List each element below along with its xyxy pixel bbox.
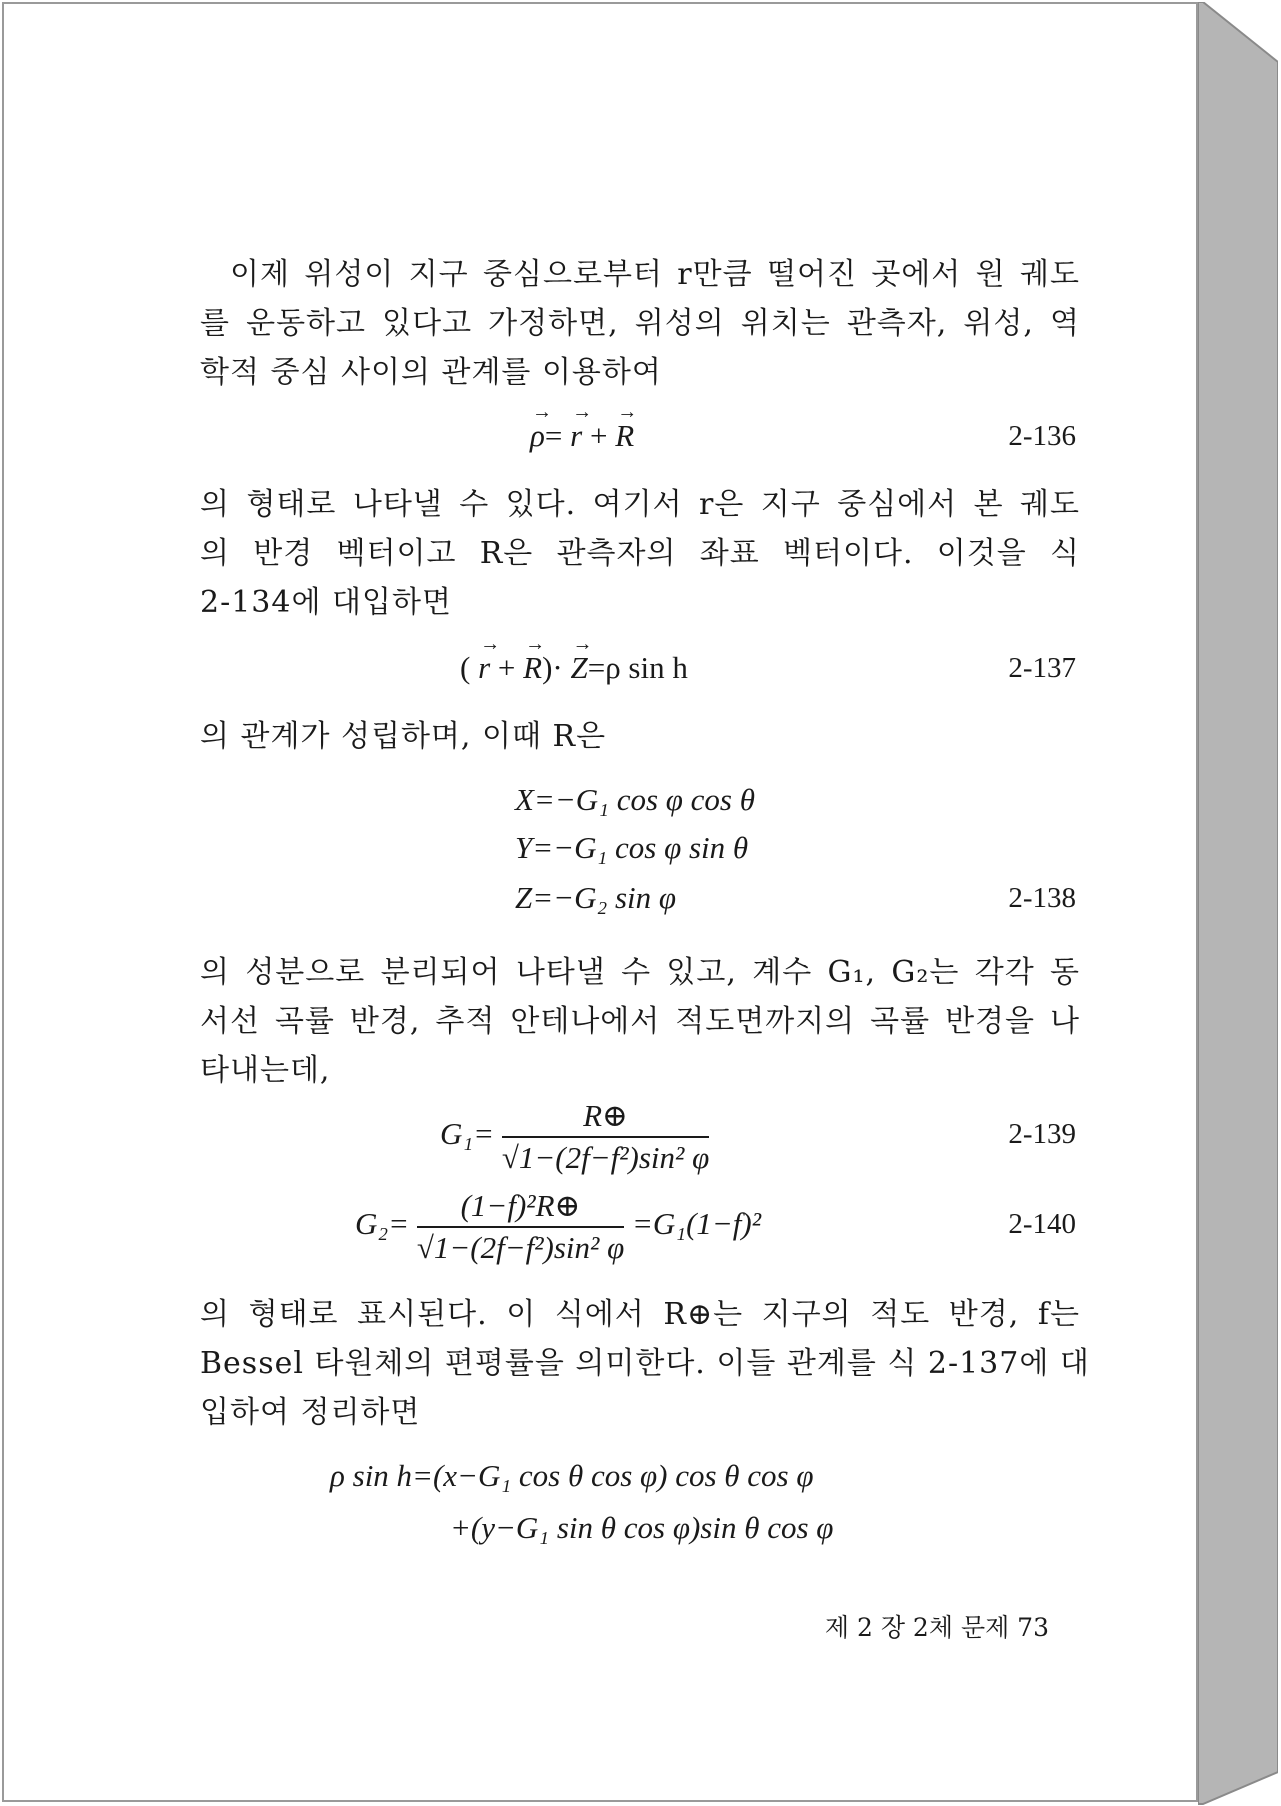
Z-vector: → Z	[570, 650, 587, 686]
open-paren: (	[460, 650, 471, 685]
lhs: G₁=	[440, 1116, 495, 1152]
rhs: =G₁(1−f)²	[631, 1206, 762, 1242]
equation-2-140	[355, 1188, 761, 1266]
numerator: (1−f)²R⊕	[417, 1188, 624, 1228]
paragraph-line: 의 형태로 나타낼 수 있다. 여기서 r은 지구 중심에서 본 궤도	[200, 487, 1080, 522]
equation-2-137	[460, 650, 688, 686]
rhs: =ρ sin h	[587, 650, 688, 685]
paragraph-line: 의 반경 벡터이고 R은 관측자의 좌표 벡터이다. 이것을 식	[200, 536, 1080, 571]
paragraph-line: 의 형태로 표시된다. 이 식에서 R⊕는 지구의 적도 반경, f는	[200, 1297, 1080, 1332]
equation-rho-sin-h-line2: +(y−G₁ sin θ cos φ)sin θ cos φ	[450, 1510, 834, 1545]
paragraph-line: 의 성분으로 분리되어 나타낼 수 있고, 계수 G₁, G₂는 각각 동	[200, 955, 1080, 990]
paragraph-2	[200, 480, 1080, 627]
page-footer: 제 2 장 2체 문제 73	[824, 1613, 1049, 1642]
equation-Z: Z=−G₂ sin φ	[515, 880, 677, 915]
fraction	[417, 1188, 624, 1266]
lhs: G₂=	[355, 1206, 410, 1242]
denominator: √1−(2f−f²)sin² φ	[416, 1230, 625, 1265]
equation-2-136	[530, 418, 634, 454]
equation-X: X=−G₁ cos φ cos θ	[515, 782, 755, 817]
paragraph-line: 의 관계가 성립하며, 이때 R은	[200, 719, 607, 754]
equation-number: 2-139	[1008, 1118, 1076, 1150]
close-paren-dot: )·	[542, 650, 563, 685]
numerator: R⊕	[502, 1098, 709, 1138]
fraction	[502, 1098, 709, 1176]
paragraph-line: 타내는데,	[200, 1053, 331, 1088]
denominator: √1−(2f−f²)sin² φ	[501, 1140, 710, 1175]
R-vector: → R	[523, 650, 542, 686]
equals: =	[544, 418, 563, 453]
equation-2-139	[440, 1098, 709, 1176]
paragraph-line: 학적 중심 사이의 관계를 이용하여	[200, 355, 662, 390]
equation-number: 2-137	[1008, 652, 1076, 684]
paragraph-5	[200, 1290, 1090, 1437]
plus: +	[589, 418, 608, 453]
equation-number: 2-140	[1008, 1208, 1076, 1240]
R-vector: → R	[615, 418, 634, 454]
equation-number: 2-138	[1008, 882, 1076, 914]
r-vector: → r	[478, 650, 490, 686]
equation-Y: Y=−G₁ cos φ sin θ	[515, 830, 749, 865]
equation-number: 2-136	[1008, 420, 1076, 452]
paragraph-line: 이제 위성이 지구 중심으로부터 r만큼 떨어진 곳에서 원 궤도	[230, 257, 1080, 292]
paragraph-1	[200, 250, 1080, 397]
paragraph-line: 서선 곡률 반경, 추적 안테나에서 적도면까지의 곡률 반경을 나	[200, 1004, 1080, 1039]
paragraph-3	[200, 712, 1080, 761]
paragraph-line: 2-134에 대입하면	[200, 585, 452, 620]
plus: +	[497, 650, 516, 685]
paragraph-line: 입하여 정리하면	[200, 1395, 421, 1430]
paragraph-line: Bessel 타원체의 편평률을 의미한다. 이들 관계를 식 2-137에 대	[200, 1346, 1090, 1381]
paragraph-4	[200, 948, 1080, 1095]
r-vector: → r	[570, 418, 582, 454]
paragraph-line: 를 운동하고 있다고 가정하면, 위성의 위치는 관측자, 위성, 역	[200, 306, 1080, 341]
rho-vector: → ρ	[530, 418, 545, 454]
equation-rho-sin-h-line1: ρ sin h=(x−G₁ cos θ cos φ) cos θ cos φ	[330, 1458, 814, 1493]
